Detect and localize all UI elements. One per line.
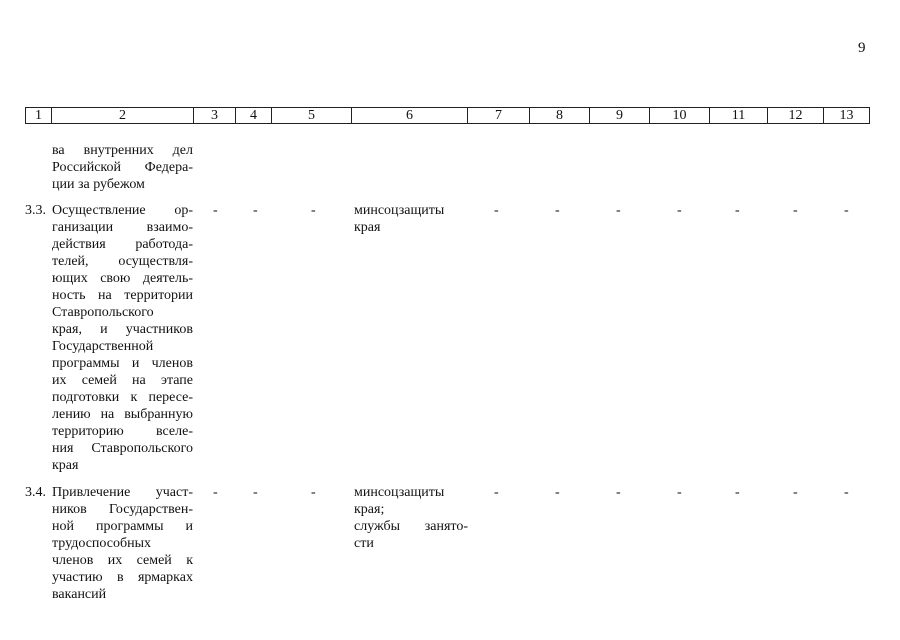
header-col-13: 13 xyxy=(824,107,870,124)
responsible-line: края xyxy=(354,220,381,235)
header-col-9: 9 xyxy=(590,107,650,124)
description-line: вакансий xyxy=(52,587,107,602)
row-description xyxy=(52,202,193,474)
header-col-11: 11 xyxy=(710,107,768,124)
description-line: Государственной xyxy=(52,339,154,354)
responsible-line: края; xyxy=(354,502,385,517)
continuation-line: ва внутренних дел xyxy=(52,143,193,158)
description-line: их семей на этапе xyxy=(52,373,193,388)
responsible-executor xyxy=(354,484,468,552)
dash-col-10: - xyxy=(677,485,682,500)
description-line: ной программы и xyxy=(52,519,193,534)
header-col-5: 5 xyxy=(272,107,352,124)
description-line: членов их семей к xyxy=(52,553,193,568)
description-line: лению на выбранную xyxy=(52,407,193,422)
responsible-executor xyxy=(354,202,468,236)
dash-col-8: - xyxy=(555,485,560,500)
description-line: телей, осуществля- xyxy=(52,254,193,269)
dash-col-5: - xyxy=(311,485,316,500)
description-line: края xyxy=(52,458,79,473)
dash-col-12: - xyxy=(793,485,798,500)
header-col-2: 2 xyxy=(52,107,194,124)
continuation-line: Российской Федера- xyxy=(52,160,193,175)
continuation-line: ции за рубежом xyxy=(52,177,145,192)
description-line: участию в ярмарках xyxy=(52,570,193,585)
page-number: 9 xyxy=(858,40,866,56)
dash-col-12: - xyxy=(793,203,798,218)
responsible-line: минсоцзащиты xyxy=(354,203,445,218)
row-number: 3.4. xyxy=(25,485,46,500)
description-line: ния Ставропольского xyxy=(52,441,193,456)
dash-col-11: - xyxy=(735,203,740,218)
header-col-8: 8 xyxy=(530,107,590,124)
dash-col-13: - xyxy=(844,485,849,500)
header-col-12: 12 xyxy=(768,107,824,124)
dash-col-4: - xyxy=(253,203,258,218)
header-col-7: 7 xyxy=(468,107,530,124)
description-line: Ставропольского xyxy=(52,305,154,320)
header-col-4: 4 xyxy=(236,107,272,124)
description-line: Осуществление ор- xyxy=(52,203,193,218)
dash-col-3: - xyxy=(213,203,218,218)
header-col-1: 1 xyxy=(25,107,52,124)
responsible-line: службы занято- xyxy=(354,519,468,534)
description-line: действия работода- xyxy=(52,237,193,252)
dash-col-4: - xyxy=(253,485,258,500)
dash-col-5: - xyxy=(311,203,316,218)
responsible-line: минсоцзащиты xyxy=(354,485,445,500)
row-number: 3.3. xyxy=(25,203,46,218)
dash-col-9: - xyxy=(616,203,621,218)
description-line: программы и членов xyxy=(52,356,193,371)
dash-col-9: - xyxy=(616,485,621,500)
dash-col-7: - xyxy=(494,485,499,500)
dash-col-13: - xyxy=(844,203,849,218)
header-col-10: 10 xyxy=(650,107,710,124)
header-col-6: 6 xyxy=(352,107,468,124)
continuation-text xyxy=(52,142,193,193)
description-line: ность на территории xyxy=(52,288,193,303)
dash-col-11: - xyxy=(735,485,740,500)
responsible-line: сти xyxy=(354,536,374,551)
description-line: территорию вселе- xyxy=(52,424,193,439)
description-line: ганизации взаимо- xyxy=(52,220,193,235)
description-line: ющих свою деятель- xyxy=(52,271,193,286)
description-line: трудоспособных xyxy=(52,536,151,551)
description-line: края, и участников xyxy=(52,322,193,337)
header-col-3: 3 xyxy=(194,107,236,124)
dash-col-3: - xyxy=(213,485,218,500)
description-line: Привлечение участ- xyxy=(52,485,193,500)
description-line: подготовки к пересе- xyxy=(52,390,193,405)
dash-col-8: - xyxy=(555,203,560,218)
dash-col-10: - xyxy=(677,203,682,218)
row-description xyxy=(52,484,193,603)
description-line: ников Государствен- xyxy=(52,502,193,517)
dash-col-7: - xyxy=(494,203,499,218)
